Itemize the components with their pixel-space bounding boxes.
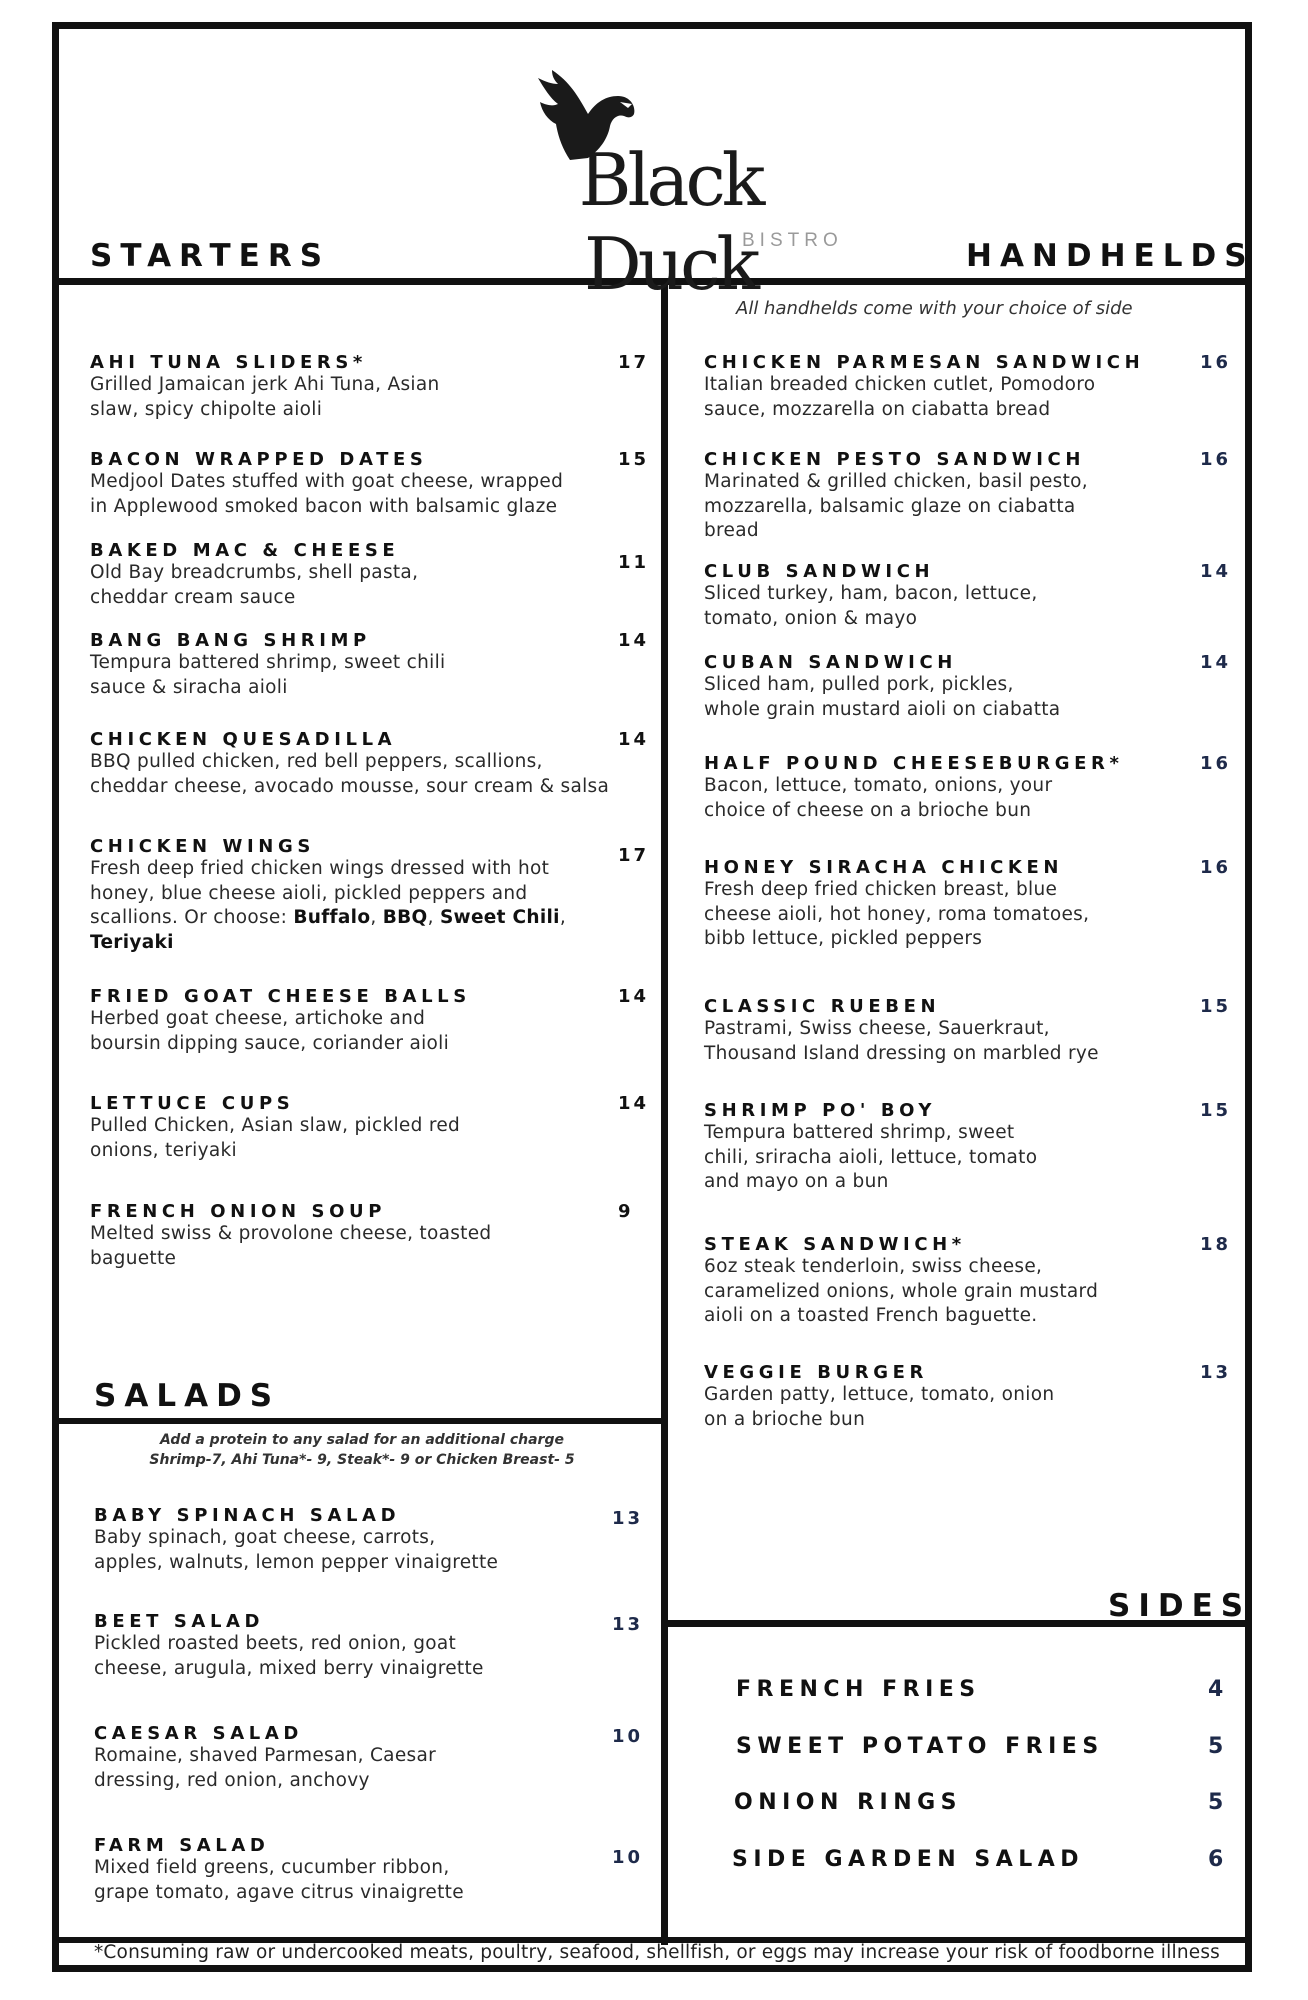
handheld-item <box>704 857 1089 952</box>
handhelds-note: All handhelds come with your choice of side <box>736 298 1133 319</box>
side-item-name: SWEET POTATO FRIES <box>736 1734 1104 1759</box>
starter-item <box>90 1201 491 1271</box>
starter-item-desc: Melted swiss & provolone cheese, toasted baguette <box>90 1223 492 1269</box>
handheld-item-desc: Marinated & grilled chicken, basil pesto, mozzarella, balsamic glaze on ciabatta bread <box>704 471 1088 541</box>
side-item-price: 6 <box>1208 1847 1224 1872</box>
starter-item-price: 17 <box>618 352 650 373</box>
starter-item <box>90 630 445 700</box>
handheld-item-name: CUBAN SANDWICH <box>704 652 957 673</box>
column-divider <box>661 285 668 1945</box>
starter-item-price: 11 <box>618 552 650 573</box>
side-item-name: SIDE GARDEN SALAD <box>732 1847 1085 1872</box>
starter-item-name: BAKED MAC & CHEESE <box>90 540 400 561</box>
handheld-item-desc: Bacon, lettuce, tomato, onions, your choice of cheese on a brioche bun <box>704 775 1053 821</box>
handheld-item <box>704 352 1144 422</box>
handheld-item-price: 14 <box>1200 561 1232 582</box>
side-item-price: 4 <box>1208 1677 1224 1702</box>
starters-title: STARTERS <box>90 238 331 274</box>
handheld-item <box>704 1234 1098 1329</box>
salads-note-line1: Add a protein to any salad for an additional charge <box>160 1432 564 1448</box>
handheld-item <box>704 753 1123 823</box>
handheld-item-name: HALF POUND CHEESEBURGER* <box>704 753 1124 774</box>
starter-item <box>90 352 440 422</box>
side-item-price: 5 <box>1208 1790 1224 1815</box>
handheld-item-price: 16 <box>1200 352 1232 373</box>
handheld-item-name: HONEY SIRACHA CHICKEN <box>704 857 1064 878</box>
salad-item-price: 10 <box>612 1847 644 1868</box>
handheld-item-price: 15 <box>1200 1100 1232 1121</box>
starter-item-name: BANG BANG SHRIMP <box>90 630 371 651</box>
starter-item-desc: Pulled Chicken, Asian slaw, pickled red onions, teriyaki <box>90 1115 461 1161</box>
starter-item-name: LETTUCE CUPS <box>90 1093 295 1114</box>
salad-item-name: BABY SPINACH SALAD <box>94 1505 401 1526</box>
handheld-item-desc: Tempura battered shrimp, sweet chili, sriracha aioli, lettuce, tomato and mayo on a bun <box>704 1122 1038 1192</box>
handheld-item <box>704 1362 1054 1432</box>
salad-item-desc: Baby spinach, goat cheese, carrots, apples, walnuts, lemon pepper vinaigrette <box>94 1527 499 1573</box>
handheld-item-price: 16 <box>1200 753 1232 774</box>
handheld-item-name: CLASSIC RUEBEN <box>704 996 941 1017</box>
handheld-item-name: CHICKEN PESTO SANDWICH <box>704 449 1085 470</box>
salad-item <box>94 1505 498 1575</box>
handheld-item-price: 16 <box>1200 857 1232 878</box>
starter-item-name: AHI TUNA SLIDERS* <box>90 352 367 373</box>
starter-item-price: 9 <box>618 1201 634 1222</box>
handheld-item <box>704 449 1088 544</box>
handheld-item-price: 18 <box>1200 1234 1232 1255</box>
salad-item-price: 13 <box>612 1614 644 1635</box>
handheld-item-name: VEGGIE BURGER <box>704 1362 928 1383</box>
handheld-item-desc: Pastrami, Swiss cheese, Sauerkraut, Thousand Island dressing on marbled rye <box>704 1018 1099 1064</box>
starter-item-name: CHICKEN WINGS <box>90 836 315 857</box>
handheld-item-price: 16 <box>1200 449 1232 470</box>
starter-item <box>90 1093 460 1163</box>
handheld-item-name: STEAK SANDWICH* <box>704 1234 966 1255</box>
starter-item-desc: Grilled Jamaican jerk Ahi Tuna, Asian slaw, spicy chipolte aioli <box>90 374 440 420</box>
starter-item-desc: Tempura battered shrimp, sweet chili sauce & siracha aioli <box>90 652 446 698</box>
handheld-item-desc: 6oz steak tenderloin, swiss cheese, caramelized onions, whole grain mustard aioli on a toasted French baguette. <box>704 1256 1099 1326</box>
handheld-item-price: 14 <box>1200 652 1232 673</box>
logo-sub: BISTRO <box>742 230 843 251</box>
sides-title: SIDES <box>1108 1588 1252 1624</box>
handheld-item <box>704 996 1099 1066</box>
handheld-item-desc: Fresh deep fried chicken breast, blue cheese aioli, hot honey, roma tomatoes, bibb lettuce, pickled peppers <box>704 879 1090 949</box>
salad-item-name: FARM SALAD <box>94 1835 270 1856</box>
starter-item-name: CHICKEN QUESADILLA <box>90 729 397 750</box>
handheld-item-name: CHICKEN PARMESAN SANDWICH <box>704 352 1145 373</box>
starter-item-name: BACON WRAPPED DATES <box>90 449 428 470</box>
starter-item-price: 14 <box>618 986 650 1007</box>
starter-item <box>90 729 609 799</box>
salads-note <box>58 1430 666 1470</box>
starter-item-price: 14 <box>618 630 650 651</box>
salad-item-price: 13 <box>612 1508 644 1529</box>
handheld-item-desc: Sliced turkey, ham, bacon, lettuce, tomato, onion & mayo <box>704 583 1038 629</box>
salad-item <box>94 1723 436 1793</box>
salads-divider <box>52 1418 664 1424</box>
handheld-item-name: CLUB SANDWICH <box>704 561 935 582</box>
starter-item-desc: Medjool Dates stuffed with goat cheese, wrapped in Applewood smoked bacon with balsamic glaze <box>90 471 564 517</box>
side-item-name: FRENCH FRIES <box>736 1677 981 1702</box>
starter-item-price: 14 <box>618 729 650 750</box>
salads-note-line2: Shrimp-7, Ahi Tuna*- 9, Steak*- 9 or Chicken Breast- 5 <box>149 1452 575 1468</box>
starter-item <box>90 540 418 610</box>
starter-item-name: FRENCH ONION SOUP <box>90 1201 387 1222</box>
starter-item <box>90 986 471 1056</box>
salad-item-price: 10 <box>612 1726 644 1747</box>
salad-item <box>94 1835 464 1905</box>
starter-item <box>90 836 566 955</box>
handheld-item-desc: Garden patty, lettuce, tomato, onion on a brioche bun <box>704 1384 1055 1430</box>
starter-item-desc: Fresh deep fried chicken wings dressed with hot honey, blue cheese aioli, pickled peppers and scallions. Or choose: Buffalo, BBQ, Sweet Chili, Teriyaki <box>90 858 566 953</box>
starter-item-price: 14 <box>618 1093 650 1114</box>
logo <box>500 62 843 306</box>
starter-item-desc: BBQ pulled chicken, red bell peppers, scallions, cheddar cheese, avocado mousse, sour cream & salsa <box>90 751 610 797</box>
starter-item-desc: Herbed goat cheese, artichoke and boursin dipping sauce, coriander aioli <box>90 1008 450 1054</box>
salads-title: SALADS <box>94 1378 281 1414</box>
handheld-item-name: SHRIMP PO' BOY <box>704 1100 937 1121</box>
salad-item-name: CAESAR SALAD <box>94 1723 303 1744</box>
handheld-item-desc: Sliced ham, pulled pork, pickles, whole grain mustard aioli on ciabatta <box>704 674 1061 720</box>
handheld-item-desc: Italian breaded chicken cutlet, Pomodoro sauce, mozzarella on ciabatta bread <box>704 374 1096 420</box>
handheld-item <box>704 561 1038 631</box>
starter-item <box>90 449 563 519</box>
handheld-item <box>704 1100 1037 1195</box>
side-item-price: 5 <box>1208 1734 1224 1759</box>
starter-item-desc: Old Bay breadcrumbs, shell pasta, cheddar cream sauce <box>90 562 419 608</box>
handhelds-title: HANDHELDS <box>966 238 1255 274</box>
salad-item-desc: Romaine, shaved Parmesan, Caesar dressing, red onion, anchovy <box>94 1745 436 1791</box>
handheld-item-price: 15 <box>1200 996 1232 1017</box>
starter-item-name: FRIED GOAT CHEESE BALLS <box>90 986 471 1007</box>
salad-item-desc: Pickled roasted beets, red onion, goat cheese, arugula, mixed berry vinaigrette <box>94 1633 484 1679</box>
salad-item-name: BEET SALAD <box>94 1611 265 1632</box>
starter-item-price: 17 <box>618 845 650 866</box>
allergen-footer: *Consuming raw or undercooked meats, poultry, seafood, shellfish, or eggs may increase your risk of foodborne illness <box>93 1942 1221 1963</box>
salad-item-desc: Mixed field greens, cucumber ribbon, grape tomato, agave citrus vinaigrette <box>94 1857 464 1903</box>
handheld-item-price: 13 <box>1200 1362 1232 1383</box>
handheld-item <box>704 652 1060 722</box>
side-item-name: ONION RINGS <box>734 1790 963 1815</box>
starter-item-price: 15 <box>618 449 650 470</box>
salad-item <box>94 1611 484 1681</box>
logo-name: Black Duck <box>578 138 762 306</box>
